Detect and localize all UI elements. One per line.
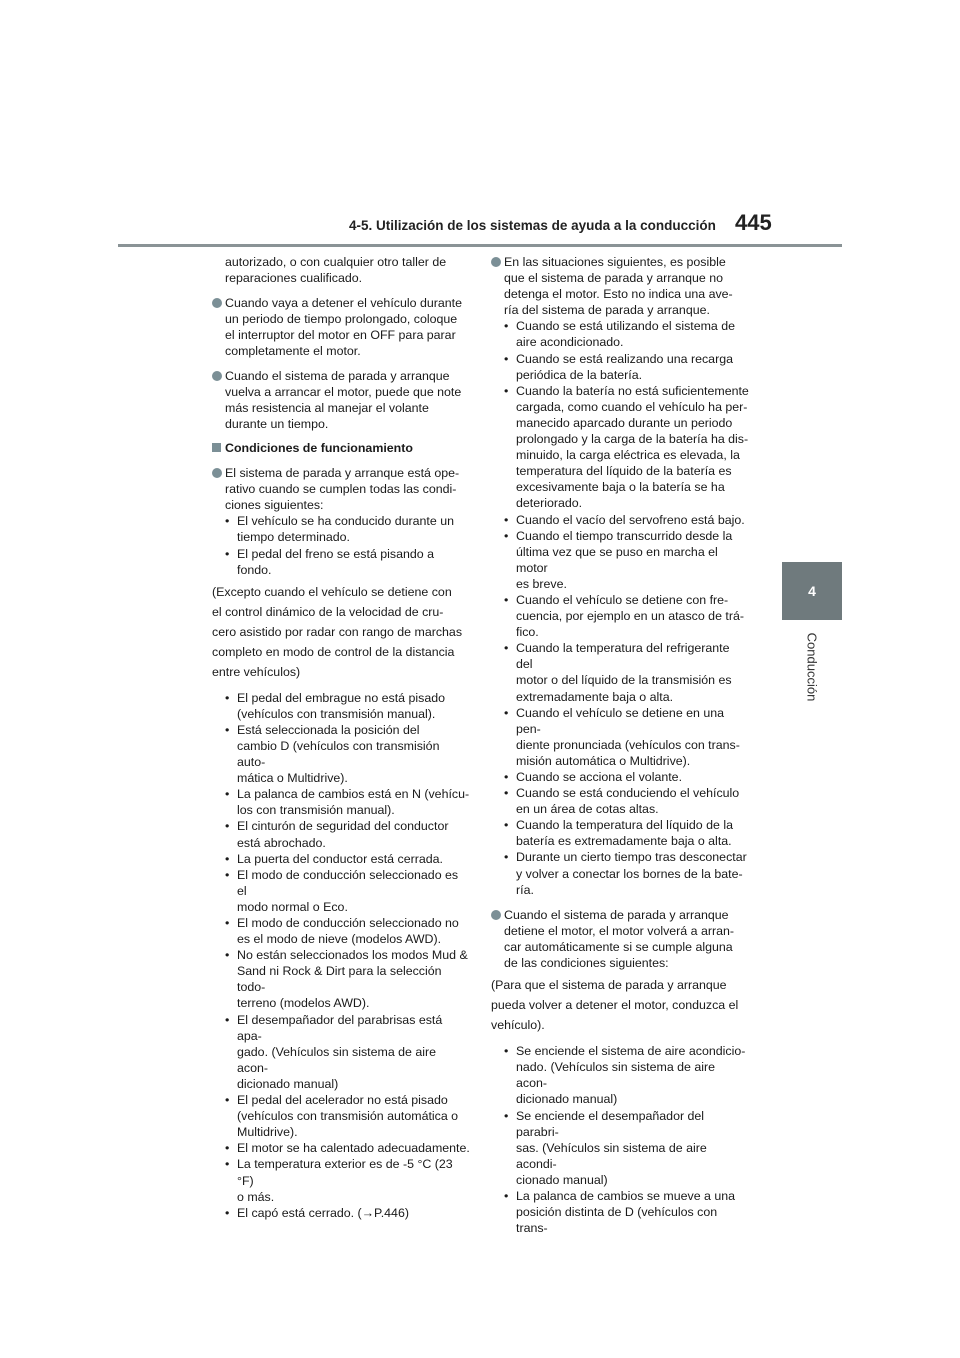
text-line: completo en modo de control de la distancia <box>212 644 455 659</box>
list-item: • Durante un cierto tiempo tras desconectar y volver a conectar los bornes de la bate- ría. <box>504 849 749 897</box>
section-heading: Condiciones de funcionamiento <box>212 440 470 456</box>
list-item: • El capó está cerrado. (→P.446) <box>225 1205 470 1221</box>
text-line: (Para que el sistema de parada y arranque <box>491 978 727 993</box>
text-line: entre vehículos) <box>212 664 301 679</box>
bullet-dot-icon <box>212 468 222 478</box>
list-item: • Cuando se acciona el volante. <box>504 769 749 785</box>
header-rule <box>118 244 842 247</box>
page-number: 445 <box>735 210 772 235</box>
exception-paragraph <box>212 582 470 682</box>
list-item: • Cuando la temperatura del refrigerante del motor o del líquido de la transmisión es extremadamente baja o alta. <box>504 640 749 704</box>
restart-note-paragraph <box>491 975 749 1035</box>
square-bullet-icon <box>212 443 221 452</box>
list-item: • La palanca de cambios se mueve a una posición distinta de D (vehículos con trans- <box>504 1188 749 1236</box>
list-item: • La palanca de cambios está en N (vehícu- los con transmisión manual). <box>225 786 470 818</box>
chapter-label: Conducción <box>804 632 820 702</box>
list-item: • Cuando el tiempo transcurrido desde la última vez que se puso en marcha el motor es breve. <box>504 528 749 592</box>
bullet-dot-icon <box>212 371 222 381</box>
list-item: • Cuando se está realizando una recarga periódica de la batería. <box>504 351 749 383</box>
list-item: • La puerta del conductor está cerrada. <box>225 851 470 867</box>
list-item: • Cuando el vehículo se detiene en una pen- diente pronunciada (vehículos con trans- misión automática o Multidrive). <box>504 705 749 769</box>
list-item: • El motor se ha calentado adecuadamente. <box>225 1140 470 1156</box>
conditions-list <box>225 513 470 577</box>
list-item: • Se enciende el desempañador del parabri- sas. (Vehículos sin sistema de aire acondi- cionado manual) <box>504 1108 749 1188</box>
list-item: • El modo de conducción seleccionado no es el modo de nieve (modelos AWD). <box>225 915 470 947</box>
bullet-paragraph-conditions: El sistema de parada y arranque está ope- rativo cuando se cumplen todas las condi- ciones siguientes: <box>212 465 470 513</box>
right-column <box>491 254 749 1236</box>
list-item: • Cuando la batería no está suficientemente cargada, como cuando el vehículo ha per- manecido aparcado durante un periodo prolongado y la carga de la batería ha dis- minuido, la carga eléctrica es elevada, la temperatura del líquido de la batería es excesivamente baja o la batería se ha deteriorado. <box>504 383 749 512</box>
section-title: 4-5. Utilización de los sistemas de ayuda a la conducción <box>349 218 716 233</box>
list-item: • El pedal del acelerador no está pisado (vehículos con transmisión automática o Multidrive). <box>225 1092 470 1140</box>
list-item: • El cinturón de seguridad del conductor está abrochado. <box>225 818 470 850</box>
intro-paragraph: autorizado, o con cualquier otro taller de reparaciones cualificado. <box>225 255 447 286</box>
list-item: • Cuando el vehículo se detiene con fre- cuencia, por ejemplo en un atasco de trá- fico. <box>504 592 749 640</box>
list-item: • El vehículo se ha conducido durante un tiempo determinado. <box>225 513 470 545</box>
chapter-tab[interactable] <box>782 562 842 620</box>
text-line: pueda volver a detener el motor, conduzca el <box>491 998 739 1013</box>
chapter-number: 4 <box>808 583 816 599</box>
bullet-paragraph-restart: Cuando el sistema de parada y arranque vuelva a arrancar el motor, puede que note más resistencia al manejar el volante durante un tiempo. <box>212 368 470 432</box>
situations-list <box>504 318 749 897</box>
bullet-paragraph-auto-restart: Cuando el sistema de parada y arranque detiene el motor, el motor volverá a arran- car automáticamente si se cumple alguna de las condiciones siguientes: <box>491 907 749 971</box>
restart-conditions-list <box>504 1043 749 1236</box>
list-item: • El pedal del embrague no está pisado (vehículos con transmisión manual). <box>225 690 470 722</box>
bullet-paragraph-situations: En las situaciones siguientes, es posible que el sistema de parada y arranque no detenga el motor. Esto no indica una ave- ría del sistema de parada y arranque. <box>491 254 749 318</box>
list-item: • Cuando se está utilizando el sistema de aire acondicionado. <box>504 318 749 350</box>
bullet-paragraph-stop-long: Cuando vaya a detener el vehículo durante un periodo de tiempo prolongado, coloque el interruptor del motor en OFF para parar completamente el motor. <box>212 295 470 359</box>
conditions-list-2 <box>225 690 470 1221</box>
bullet-dot-icon <box>491 910 501 920</box>
list-item: • El pedal del freno se está pisando a fondo. <box>225 546 470 578</box>
list-item: • No están seleccionados los modos Mud & Sand ni Rock & Dirt para la selección todo- terreno (modelos AWD). <box>225 947 470 1011</box>
list-item: • La temperatura exterior es de -5 °C (23 °F) o más. <box>225 1156 470 1204</box>
list-item: • Se enciende el sistema de aire acondicio- nado. (Vehículos sin sistema de aire acon- dicionado manual) <box>504 1043 749 1107</box>
list-item: • El modo de conducción seleccionado es el modo normal o Eco. <box>225 867 470 915</box>
text-line: vehículo). <box>491 1018 545 1033</box>
left-column <box>212 254 470 1221</box>
list-item: • Cuando se está conduciendo el vehículo en un área de cotas altas. <box>504 785 749 817</box>
bullet-dot-icon <box>491 257 501 267</box>
list-item: • Está seleccionada la posición del cambio D (vehículos con transmisión auto- mática o Multidrive). <box>225 722 470 786</box>
bullet-dot-icon <box>212 298 222 308</box>
text-line: cero asistido por radar con rango de marchas <box>212 624 463 639</box>
list-item: • Cuando la temperatura del líquido de la batería es extremadamente baja o alta. <box>504 817 749 849</box>
text-line: (Excepto cuando el vehículo se detiene con <box>212 584 452 599</box>
text-line: el control dinámico de la velocidad de cru- <box>212 604 444 619</box>
list-item: • Cuando el vacío del servofreno está bajo. <box>504 512 749 528</box>
list-item: • El desempañador del parabrisas está apa- gado. (Vehículos sin sistema de aire acon- dicionado manual) <box>225 1012 470 1092</box>
